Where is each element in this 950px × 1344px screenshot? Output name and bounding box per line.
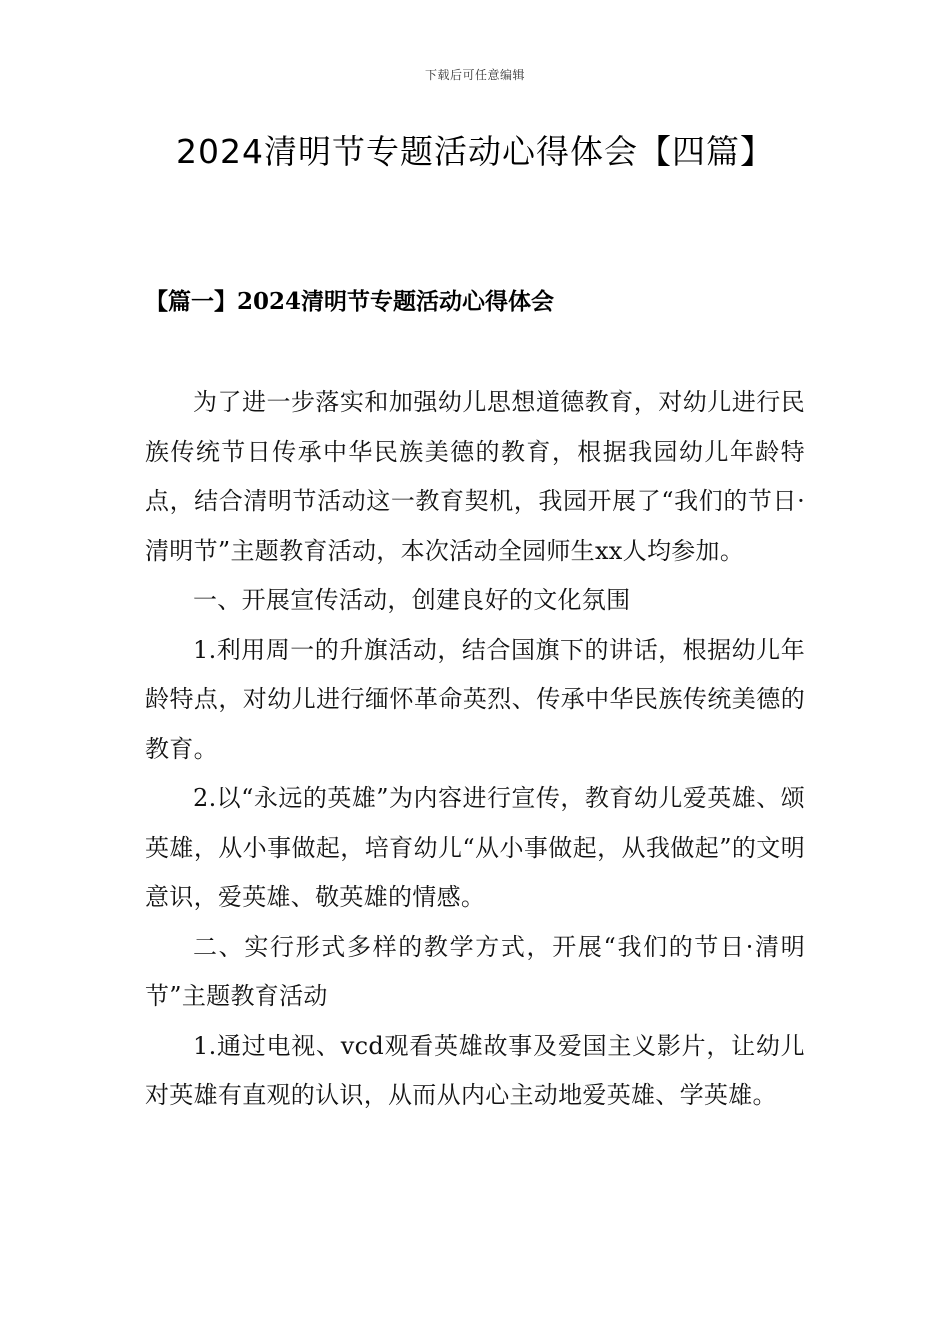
document-body bbox=[145, 378, 805, 1121]
document-title: 2024清明节专题活动心得体会【四篇】 bbox=[176, 132, 774, 171]
header-note: 下载后可任意编辑 bbox=[424, 68, 525, 82]
paragraph-item-1-2: 2.以“永远的英雄”为内容进行宣传，教育幼儿爱英雄、颂英雄，从小事做起，培育幼儿“从小事做起，从我做起”的文明意识，爱英雄、敬英雄的情感。 bbox=[145, 784, 805, 911]
subheading-two: 二、实行形式多样的教学方式，开展“我们的节日·清明节”主题教育活动 bbox=[145, 932, 805, 1010]
subheading-one: 一、开展宣传活动，创建良好的文化氛围 bbox=[193, 586, 631, 614]
paragraph-item-1-1: 1.利用周一的升旗活动，结合国旗下的讲话，根据幼儿年龄特点，对幼儿进行缅怀革命英烈、传承中华民族传统美德的教育。 bbox=[145, 635, 805, 763]
intro-paragraph: 为了进一步落实和加强幼儿思想道德教育，对幼儿进行民族传统节日传承中华民族美德的教育，根据我园幼儿年龄特点，结合清明节活动这一教育契机，我园开展了“我们的节日·清明节”主题教育活动，本次活动全园师生xx人均参加。 bbox=[145, 388, 805, 565]
section-heading: 【篇一】2024清明节专题活动心得体会 bbox=[145, 288, 555, 315]
paragraph-item-2-1: 1.通过电视、vcd观看英雄故事及爱国主义影片，让幼儿对英雄有直观的认识，从而从内心主动地爱英雄、学英雄。 bbox=[145, 1031, 805, 1109]
